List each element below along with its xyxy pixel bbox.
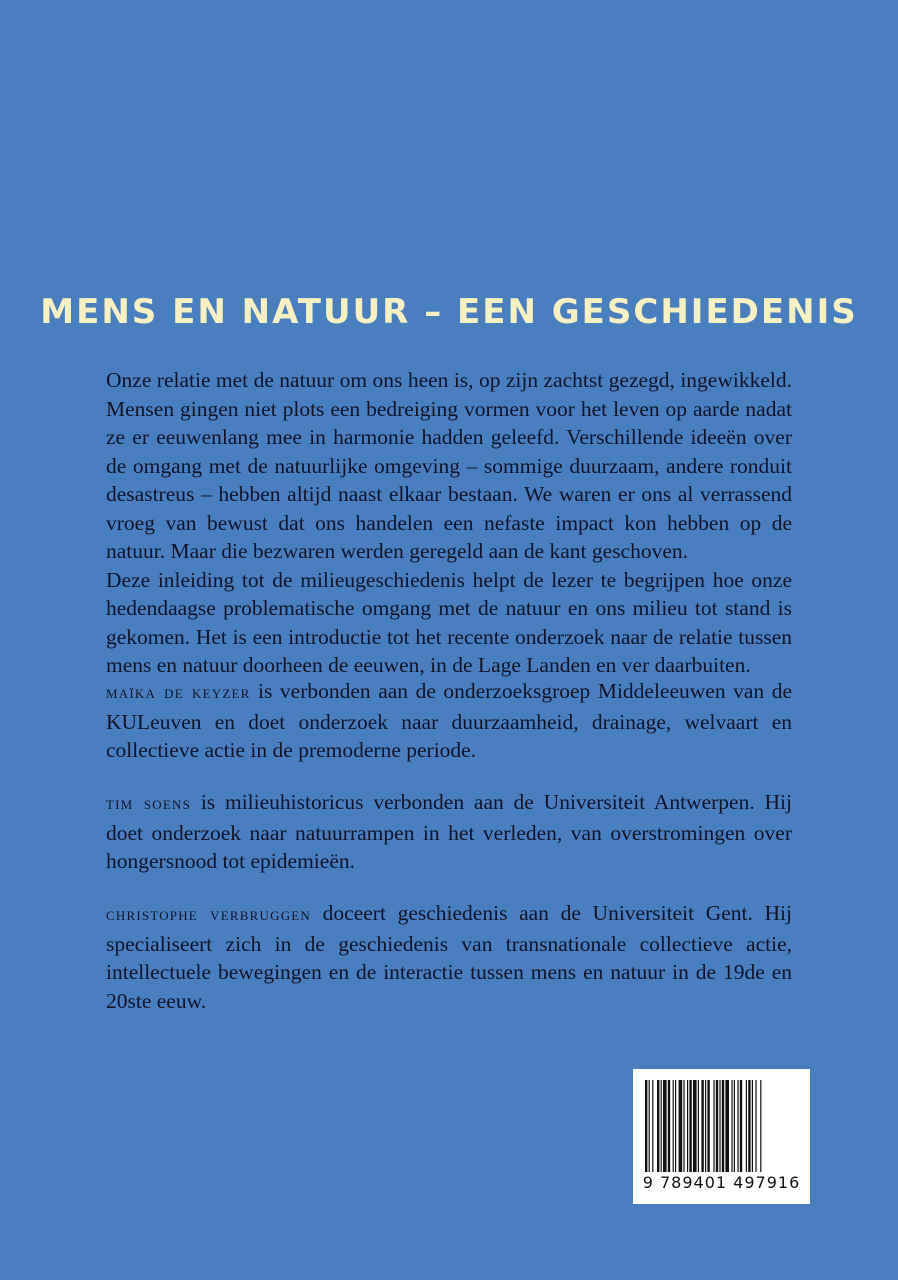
barcode-bar [661,1080,662,1172]
barcode-bar [679,1080,683,1172]
barcode-bar [760,1080,761,1172]
barcode-bar [725,1080,729,1172]
blurb-paragraph-1: Onze relatie met de natuur om ons heen is, op zijn zachtst gezegd, ingewikkeld. Mensen gingen niet plots een bedreiging vormen voor het leven op aarde nadat ze er eeuwenlang mee in harmonie hadden geleefd. Verschillende ideeën over de omgang met de natuurlijke omgeving – sommige duurzaam, andere ronduit desastreus – hebben altijd naast elkaar bestaan. We waren er ons al verrassend vroeg van bewust dat ons handelen een nefaste impact kon hebben op de natuur. Maar die bezwaren werden geregeld aan de kant geschoven. [106,368,792,563]
barcode-bar [683,1080,684,1172]
author-name: tim soens [106,793,191,814]
barcode-bar [675,1080,676,1172]
barcode-bar [716,1080,718,1172]
barcode-bar [663,1080,667,1172]
barcode-bar [748,1080,750,1172]
barcode-bar [652,1080,653,1172]
barcode-bar [668,1080,670,1172]
barcode-bar [746,1080,747,1172]
barcode-bar [698,1080,699,1172]
book-title: MENS EN NATUUR – EEN GESCHIEDENIS [40,292,858,332]
isbn-number: 9 789401 497916 [642,1173,801,1192]
blurb [106,366,792,680]
barcode-bar [722,1080,724,1172]
author-name: maïka de keyzer [106,682,251,703]
barcode-bar [719,1080,720,1172]
author-bio-3 [106,899,792,1015]
author-bio-1 [106,677,792,765]
barcode-bar [707,1080,709,1172]
author-bio-text: is verbonden aan de onderzoeksgroep Middeleeuwen van de KULeuven en doet onderzoek naar duurzaamheid, drainage, welvaart en collectieve actie in de premoderne periode. [106,679,793,762]
barcode-bar [645,1080,647,1172]
barcode-bar [705,1080,706,1172]
author-bio-text: doceert geschiedenis aan de Universiteit Gent. Hij specialiseert zich in de geschiedenis van transnationale collectieve actie, intellectuele bewegingen en de interactie tussen mens en natuur in de 19de en 20ste eeuw. [106,901,792,1013]
barcode-bar [673,1080,674,1172]
barcode-bar [693,1080,697,1172]
barcode-bar [649,1080,650,1172]
barcode-bar [689,1080,691,1172]
barcode-bar [731,1080,732,1172]
barcode-icon [645,1080,798,1172]
author-name: christophe verbruggen [106,904,312,925]
isbn-barcode [633,1069,810,1204]
author-bio-2 [106,788,792,876]
barcode-bar [752,1080,753,1172]
barcode-bar [755,1080,756,1172]
blurb-paragraph-2: Deze inleiding tot de milieugeschiedenis helpt de lezer te begrijpen hoe onze hedendaagse problematische omgang met de natuur en ons milieu tot stand is gekomen. Het is een introductie tot het recente onderzoek naar de relatie tussen mens en natuur doorheen de eeuwen, in de Lage Landen en ver daarbuiten. [106,567,792,677]
barcode-bar [687,1080,688,1172]
barcode-bar [737,1080,738,1172]
barcode-bar [701,1080,703,1172]
barcode-bar [740,1080,742,1172]
barcode-bar [713,1080,714,1172]
author-bio-text: is milieuhistoricus verbonden aan de Universiteit Antwerpen. Hij doet onderzoek naar natuurrampen in het verleden, van overstromingen over hongersnood tot epidemieën. [106,790,792,873]
barcode-bar [657,1080,659,1172]
barcode-bar [734,1080,735,1172]
